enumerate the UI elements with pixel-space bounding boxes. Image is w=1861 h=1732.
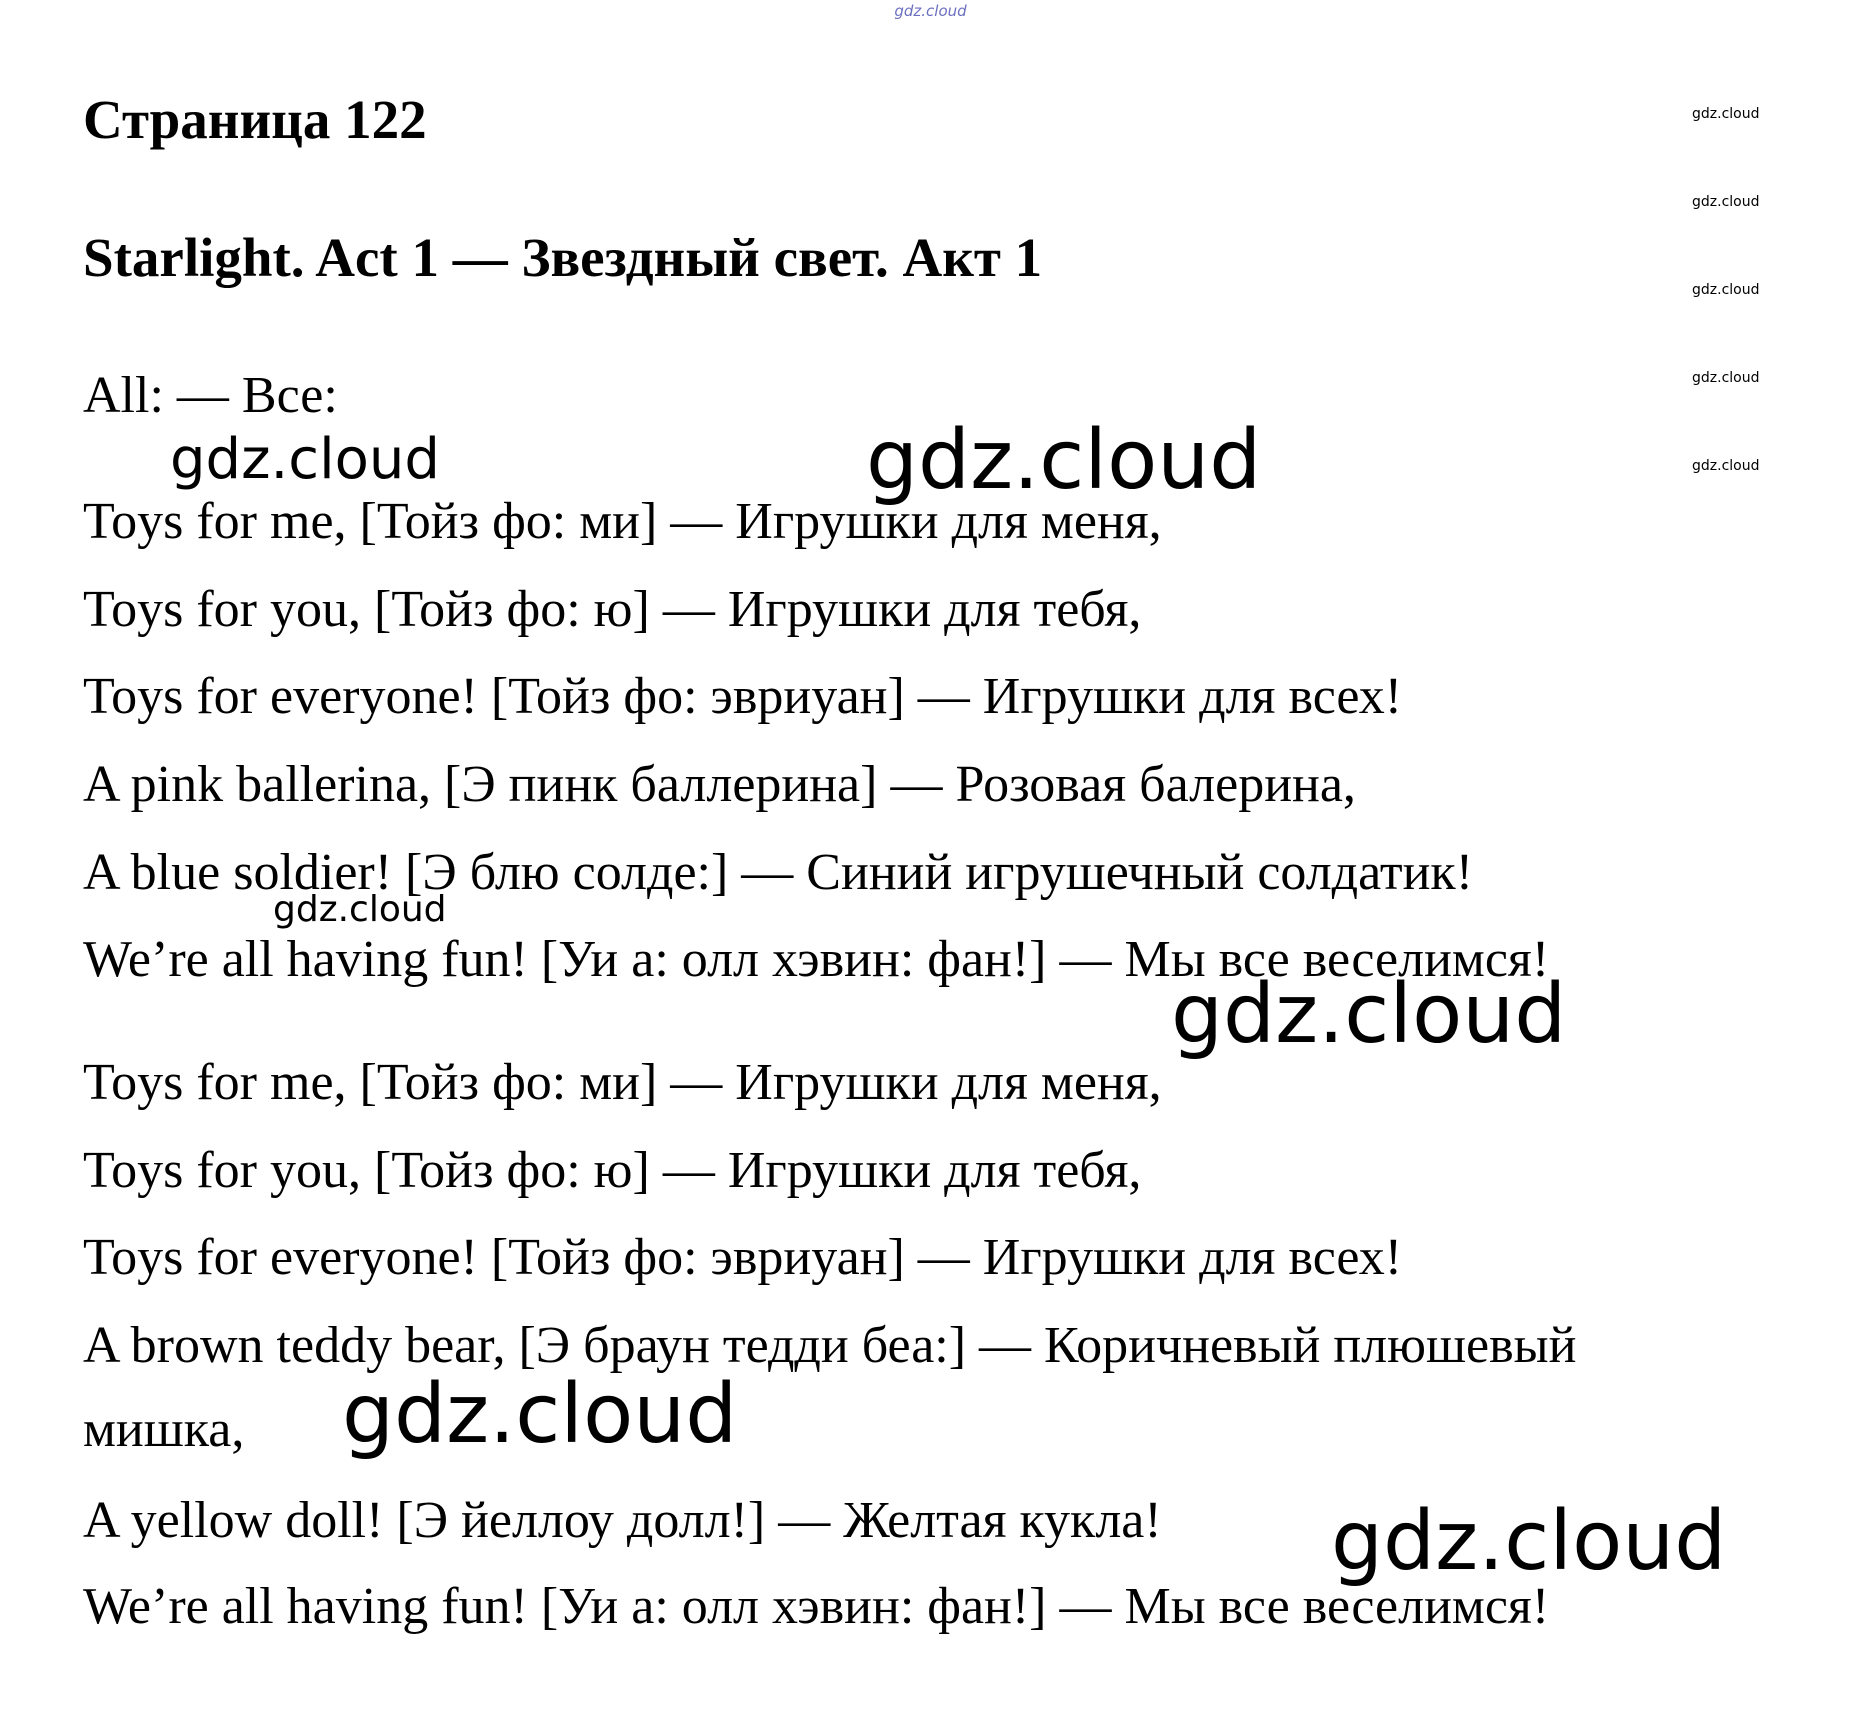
side-watermark: gdz.cloud bbox=[1692, 458, 1760, 474]
side-watermark: gdz.cloud bbox=[1692, 106, 1760, 122]
speaker-label: All: — Все: bbox=[83, 367, 338, 424]
side-watermark: gdz.cloud bbox=[1692, 194, 1760, 210]
top-watermark: gdz.cloud bbox=[894, 2, 967, 20]
lyric-line: A yellow doll! [Э йеллоу долл!] — Желтая кукла! bbox=[83, 1492, 1162, 1549]
lyric-line: Toys for you, [Тойз фо: ю] — Игрушки для тебя, bbox=[83, 1142, 1142, 1199]
overlay-watermark: gdz.cloud bbox=[170, 427, 440, 492]
overlay-watermark: gdz.cloud bbox=[1171, 967, 1567, 1062]
overlay-watermark: gdz.cloud bbox=[1331, 1494, 1727, 1589]
overlay-watermark: gdz.cloud bbox=[866, 413, 1262, 508]
lyric-line: We’re all having fun! [Уи а: олл хэвин: фан!] — Мы все веселимся! bbox=[83, 931, 1550, 988]
side-watermark: gdz.cloud bbox=[1692, 282, 1760, 298]
lyric-line: A pink ballerina, [Э пинк баллерина] — Розовая балерина, bbox=[83, 756, 1356, 813]
page-title: Страница 122 bbox=[83, 89, 427, 150]
lyric-line: Toys for you, [Тойз фо: ю] — Игрушки для тебя, bbox=[83, 581, 1142, 638]
lyric-line: A brown teddy bear, [Э браун тедди беа:] — Коричневый плюшевый bbox=[83, 1317, 1577, 1374]
lyric-line: We’re all having fun! [Уи а: олл хэвин: фан!] — Мы все веселимся! bbox=[83, 1578, 1550, 1635]
lyric-line: A blue soldier! [Э блю солде:] — Синий игрушечный солдатик! bbox=[83, 844, 1474, 901]
overlay-watermark: gdz.cloud bbox=[273, 889, 447, 930]
side-watermark: gdz.cloud bbox=[1692, 370, 1760, 386]
lyric-line: Toys for me, [Тойз фо: ми] — Игрушки для меня, bbox=[83, 493, 1162, 550]
lyric-line: Toys for me, [Тойз фо: ми] — Игрушки для меня, bbox=[83, 1054, 1162, 1111]
side-watermark-column bbox=[1692, 106, 1812, 546]
lyric-line: Toys for everyone! [Тойз фо: эвриуан] — Игрушки для всех! bbox=[83, 668, 1403, 725]
overlay-watermark: gdz.cloud bbox=[342, 1367, 738, 1462]
lyric-line: мишка, bbox=[83, 1401, 245, 1458]
lyric-line: Toys for everyone! [Тойз фо: эвриуан] — Игрушки для всех! bbox=[83, 1229, 1403, 1286]
section-title: Starlight. Act 1 — Звездный свет. Акт 1 bbox=[83, 227, 1043, 288]
